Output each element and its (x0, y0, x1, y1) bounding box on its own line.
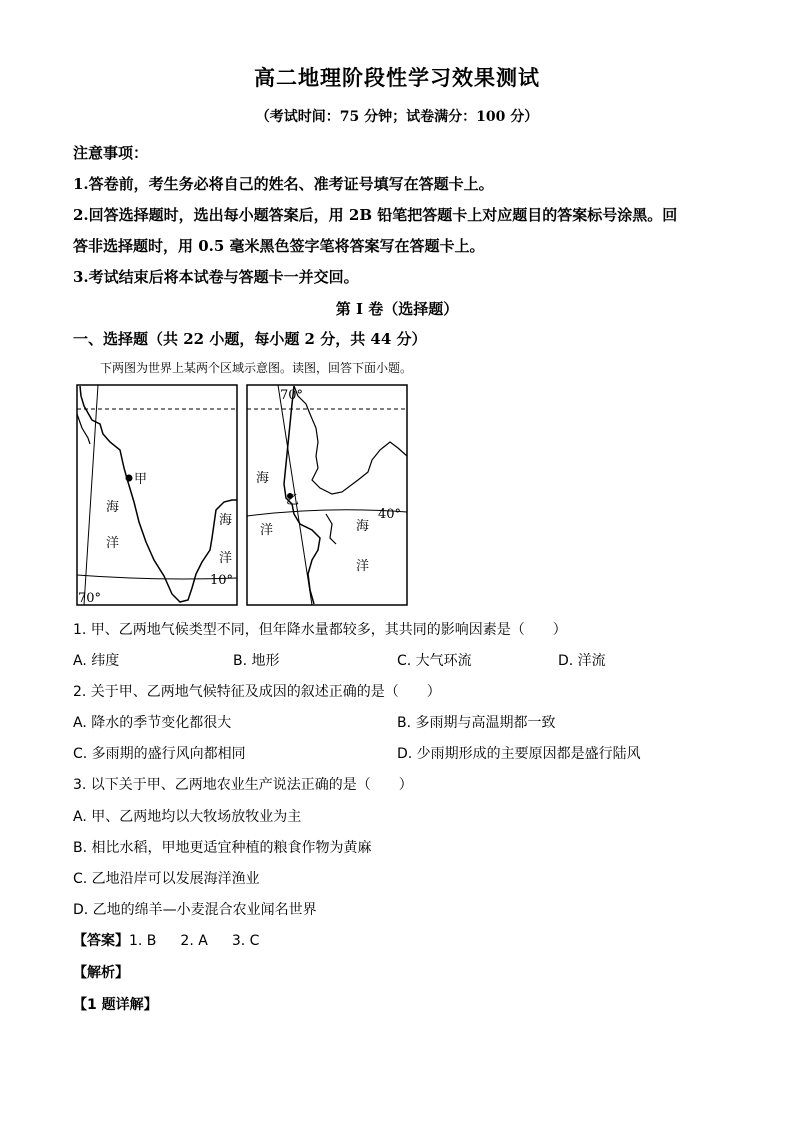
question-intro: 下两图为世界上某两个区域示意图。读图，回答下面小题。 (100, 361, 413, 375)
option-d[interactable]: D. 乙地的绵羊—小麦混合农业闻名世界 (73, 902, 317, 918)
map-left-figure (76, 384, 238, 606)
city-marker-icon (126, 475, 133, 482)
option-a[interactable]: A. 纬度 (73, 653, 120, 669)
option-a[interactable]: A. 甲、乙两地均以大牧场放牧业为主 (73, 809, 302, 825)
longitude-label: 70° (78, 591, 102, 606)
section-heading: 一、选择题（共 22 小题，每小题 2 分，共 44 分） (73, 330, 427, 348)
answer-value: 1. B (129, 933, 157, 949)
analysis-label: 【解析】 (73, 965, 129, 981)
notice-item: 答非选择题时，用 0.5 毫米黑色签字笔将答案写在答题卡上。 (73, 237, 485, 255)
ocean-label: 洋 (106, 536, 120, 551)
answer-value: 2. A (180, 933, 208, 949)
question-stem: 3. 以下关于甲、乙两地农业生产说法正确的是（ ） (73, 777, 413, 793)
option-d[interactable]: D. 洋流 (558, 653, 606, 669)
option-a[interactable]: A. 降水的季节变化都很大 (73, 715, 232, 731)
latitude-label: 10° (210, 573, 234, 588)
part-title: 第 I 卷（选择题） (335, 300, 459, 318)
answer-value: 3. C (231, 933, 260, 949)
notice-item: 2.回答选择题时，选出每小题答案后，用 2B 铅笔把答题卡上对应题目的答案标号涂黑。回 (73, 206, 678, 224)
option-b[interactable]: B. 地形 (233, 653, 280, 669)
page-title: 高二地理阶段性学习效果测试 (254, 65, 540, 90)
latitude-label: 40° (378, 507, 402, 522)
answer-label: 【答案】 (73, 933, 129, 949)
question-stem: 1. 甲、乙两地气候类型不同，但年降水量都较多，其共同的影响因素是（ ） (73, 622, 567, 638)
map-right-figure (246, 384, 408, 606)
longitude-label: 70° (280, 388, 304, 403)
option-b[interactable]: B. 多雨期与高温期都一致 (397, 715, 556, 731)
question-stem: 2. 关于甲、乙两地气候特征及成因的叙述正确的是（ ） (73, 684, 441, 700)
ocean-label: 海 (106, 500, 120, 515)
map-right (246, 384, 408, 606)
analysis-detail-heading: 【1 题详解】 (73, 997, 158, 1013)
option-d[interactable]: D. 少雨期形成的主要原因都是盛行陆风 (397, 746, 641, 762)
exam-info: （考试时间：75 分钟；试卷满分：100 分） (255, 109, 539, 125)
notice-heading: 注意事项： (73, 144, 149, 162)
ocean-label: 海 (219, 513, 233, 528)
notice-item: 1.答卷前，考生务必将自己的姓名、准考证号填写在答题卡上。 (73, 175, 494, 193)
notice-item: 3.考试结束后将本试卷与答题卡一并交回。 (73, 268, 359, 286)
ocean-label: 洋 (356, 559, 370, 574)
ocean-label: 洋 (260, 523, 274, 538)
option-c[interactable]: C. 大气环流 (397, 653, 472, 669)
ocean-label: 洋 (219, 551, 233, 566)
map-left (76, 384, 238, 606)
city-label: 甲 (134, 472, 148, 487)
answer-block (73, 930, 259, 950)
ocean-label: 海 (256, 471, 270, 486)
option-c[interactable]: C. 多雨期的盛行风向都相同 (73, 746, 246, 762)
ocean-label: 海 (356, 519, 370, 534)
option-c[interactable]: C. 乙地沿岸可以发展海洋渔业 (73, 871, 260, 887)
city-label: 乙 (286, 493, 300, 508)
option-b[interactable]: B. 相比水稻，甲地更适宜种植的粮食作物为黄麻 (73, 840, 372, 856)
